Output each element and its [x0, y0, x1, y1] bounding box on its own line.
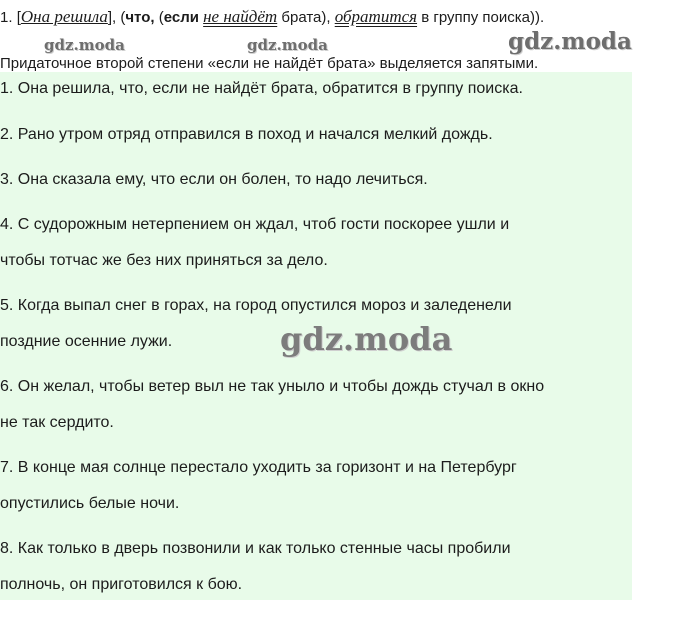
- item-number: 1.: [0, 9, 13, 26]
- sentence-line: 7. В конце мая солнце перестало уходить за горизонт и на Петербург: [0, 459, 517, 476]
- paren-open: (: [120, 9, 126, 26]
- sentence-line: 3. Она сказала ему, что если он болен, то надо лечиться.: [0, 171, 428, 188]
- conjunction-chto: что,: [125, 9, 155, 26]
- predicate-obratitsya: обратится: [334, 7, 418, 26]
- sentence-line: 8. Как только в дверь позвонили и как только стенные часы пробили: [0, 540, 511, 557]
- watermark-2: gdz.moda: [247, 36, 328, 54]
- subject-phrase: Она решила: [20, 7, 108, 26]
- word-brata: брата),: [281, 9, 331, 26]
- sentence-line: поздние осенние лужи.: [0, 333, 173, 350]
- predicate-ne-naydet: не найдёт: [203, 7, 278, 26]
- watermark-1: gdz.moda: [44, 36, 125, 54]
- tail-text: в группу поиска)).: [421, 9, 545, 26]
- sentence-line: опустились белые ночи.: [0, 495, 180, 512]
- sentence-line: 5. Когда выпал снег в горах, на город опустился мороз и заледенели: [0, 297, 512, 314]
- conjunction-esli: если: [163, 9, 199, 26]
- watermark-3: gdz.moda: [508, 28, 632, 55]
- watermark-4: gdz.moda: [280, 320, 453, 358]
- bracket-close: ],: [107, 9, 117, 26]
- analysis-line: [0, 4, 680, 31]
- sentence-line: 6. Он желал, чтобы ветер выл не так уныло и чтобы дождь стучал в окно: [0, 378, 545, 395]
- sentence-line: 1. Она решила, что, если не найдёт брата, обратится в группу поиска.: [0, 80, 523, 97]
- bracket-open: [: [16, 9, 21, 26]
- sentence-line: 4. С судорожным нетерпением он ждал, чтоб гости поскорее ушли и: [0, 216, 510, 233]
- explanation-text: Придаточное второй степени «если не найдёт брата» выделяется запятыми.: [0, 55, 539, 72]
- sentence-line: чтобы тотчас же без них приняться за дело.: [0, 252, 328, 269]
- paren-open-inner: (: [154, 9, 164, 26]
- sentence-line: не так сердито.: [0, 414, 114, 431]
- sentence-line: полночь, он приготовился к бою.: [0, 576, 243, 593]
- sentence-line: 2. Рано утром отряд отправился в поход и начался мелкий дождь.: [0, 126, 493, 143]
